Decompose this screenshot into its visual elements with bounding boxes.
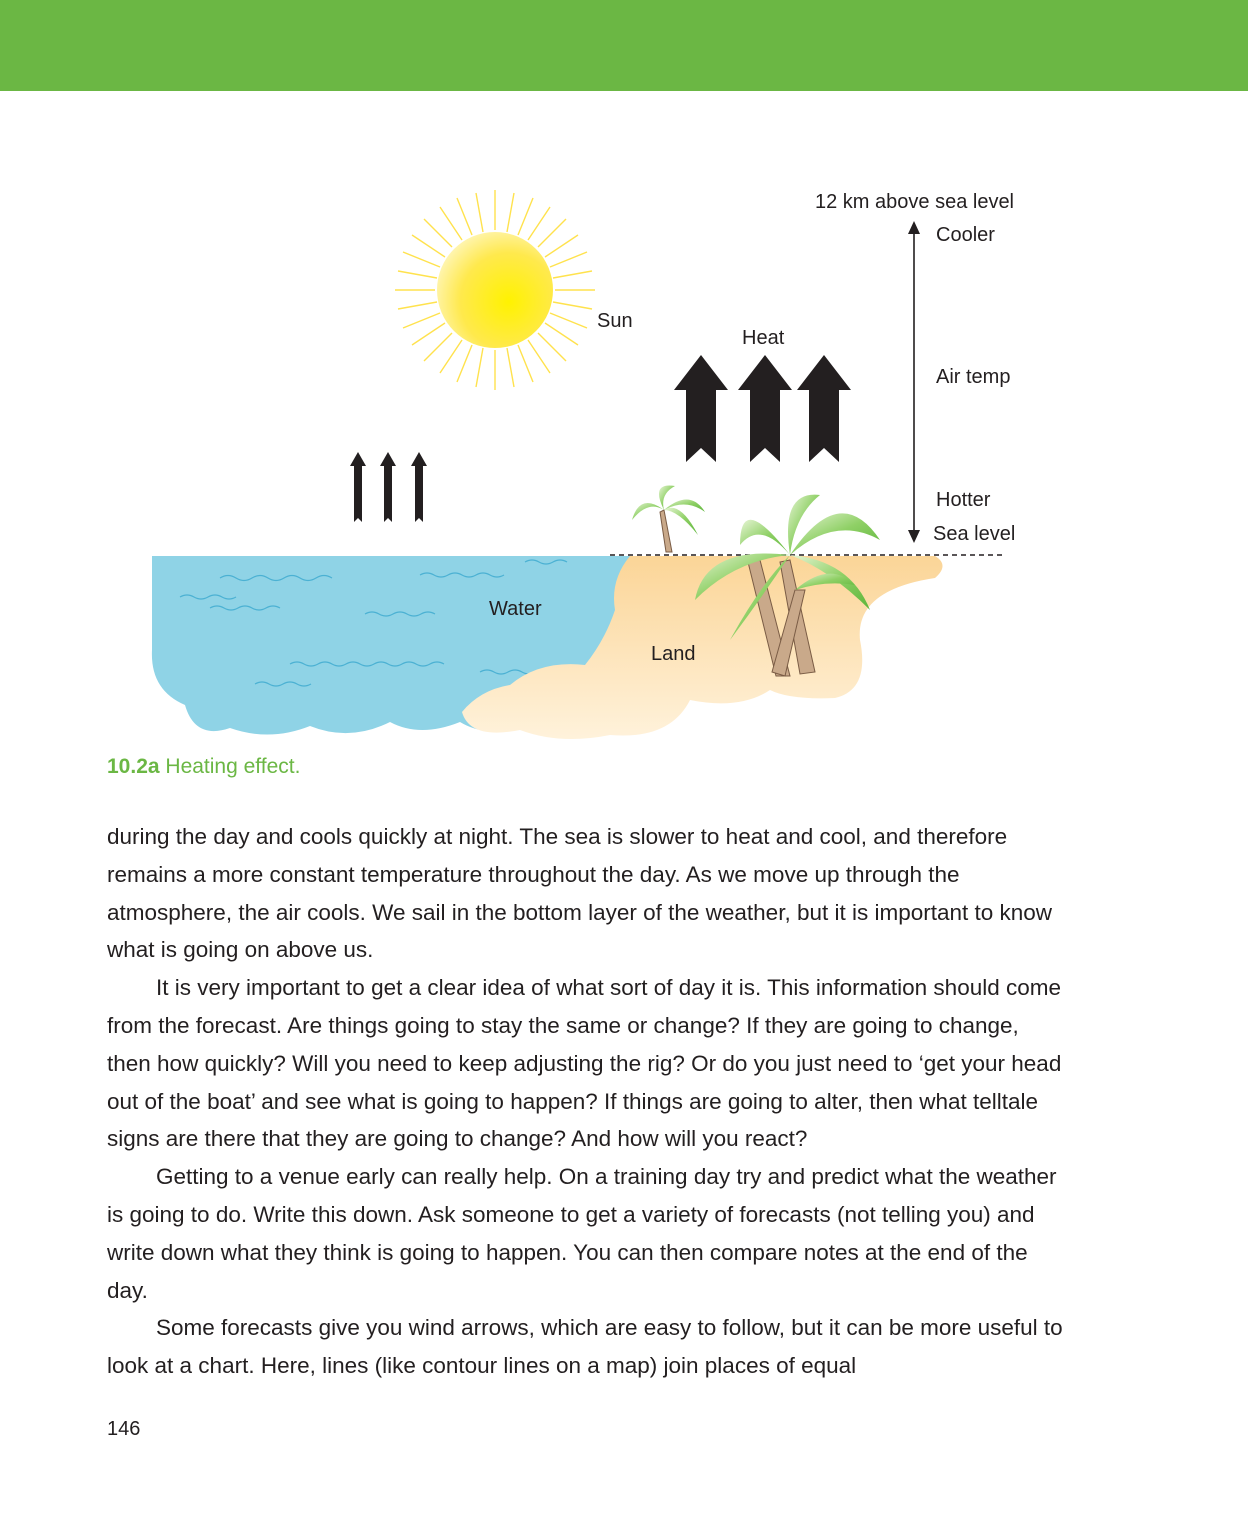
sea-level-label: Sea level — [933, 523, 1016, 545]
hotter-label: Hotter — [936, 489, 991, 511]
water-heat-arrows — [350, 452, 427, 522]
heating-effect-figure — [0, 0, 1248, 760]
altitude-arrow — [908, 221, 920, 543]
sun-icon — [395, 190, 595, 390]
heat-label: Heat — [742, 327, 785, 349]
page-number: 146 — [107, 1418, 141, 1440]
paragraph: Getting to a venue early can really help. On a training day try and predict what the weather is going to do. Write this down. Ask someone to get a variety of forecasts (not telling you) and write down what they think is going to happen. You can then compare notes at the end of the day. — [107, 1164, 1057, 1303]
figure-number: 10.2a — [107, 755, 160, 778]
heating-effect-diagram — [0, 0, 1248, 760]
land-label: Land — [651, 643, 696, 665]
sun-label: Sun — [597, 310, 633, 332]
cooler-label: Cooler — [936, 224, 995, 246]
altitude-label: 12 km above sea level — [815, 191, 1015, 213]
water-label: Water — [489, 598, 542, 620]
land-heat-arrows — [674, 355, 851, 462]
paragraph: It is very important to get a clear idea of what sort of day it is. This information should come from the forecast. Are things going to stay the same or change? If they are going to change, then how quickly? Will you need to keep adjusting the rig? Or do you just need to ‘get your head out of the boat’ and see what is going to happen? If things are going to alter, then what telltale signs are there that they are going to change? And how will you react? — [107, 975, 1062, 1152]
paragraph: during the day and cools quickly at night. The sea is slower to heat and cool, and therefore remains a more constant temperature throughout the day. As we move up through the atmosphere, the air cools. We sail in the bottom layer of the weather, but it is important to know what is going on above us. — [107, 824, 1053, 963]
figure-caption — [107, 755, 300, 779]
body-text — [107, 818, 1067, 1385]
figure-caption-text: Heating effect. — [165, 755, 301, 778]
air-temp-label: Air temp — [936, 366, 1011, 388]
paragraph: Some forecasts give you wind arrows, which are easy to follow, but it can be more useful to look at a chart. Here, lines (like contour lines on a map) join places of equal — [107, 1315, 1063, 1379]
